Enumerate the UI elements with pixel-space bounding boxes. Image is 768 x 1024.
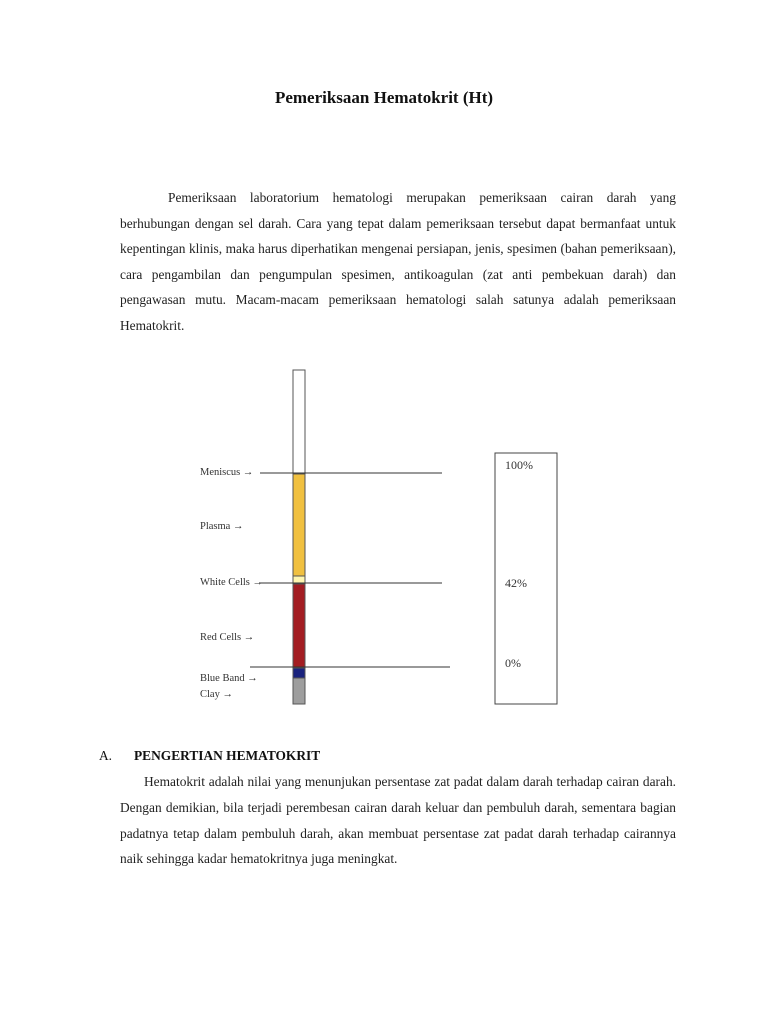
- section-a-paragraph: Hematokrit adalah nilai yang menunjukan persentase zat padat dalam darah terhadap cairan darah. Dengan demikian, bila terjadi perembesan cairan darah keluar dan pembuluh darah, sementara bagian padatnya tetap dalam pembuluh darah, akan membuat persentase zat padat darah terhadap cairannya naik sehingga kadar hematokritnya juga meningkat.: [120, 774, 676, 867]
- section-a-letter: A.: [99, 748, 113, 763]
- label-plasma: Plasma →: [200, 521, 244, 532]
- intro-paragraph: Pemeriksaan laboratorium hematologi merupakan pemeriksaan cairan darah yang berhubungan dengan sel darah. Cara yang tepat dalam pemeriksaan tersebut dapat bermanfaat untuk kepentingan klinis, maka harus diperhatikan mengenai persiapan, jenis, spesimen (bahan pemeriksaan), cara pengambilan dan pengumpulan spesimen, antikoagulan (zat anti pembekuan darah) dan pengawasan mutu. Macam-macam pemeriksaan hematologi salah satunya adalah pemeriksaan Hematokrit.: [120, 190, 676, 333]
- scale-label-0: 0%: [505, 656, 521, 670]
- section-a-heading: [99, 748, 320, 764]
- tube-empty-section: [293, 370, 305, 474]
- label-clay: Clay →: [200, 689, 233, 700]
- scale-label-42: 42%: [505, 576, 527, 590]
- blue-band-layer: [293, 668, 305, 678]
- section-a-title: PENGERTIAN HEMATOKRIT: [134, 748, 321, 763]
- plasma-layer: [293, 474, 305, 576]
- red-cells-layer: [293, 584, 305, 668]
- label-white-cells: White Cells →: [200, 577, 263, 588]
- label-meniscus: Meniscus →: [200, 467, 254, 478]
- page-title: Pemeriksaan Hematokrit (Ht): [274, 88, 494, 107]
- hematocrit-tube-figure: [190, 365, 570, 710]
- clay-layer: [293, 678, 305, 704]
- hematocrit-tube-diagram: [190, 365, 570, 710]
- label-blue-band: Blue Band →: [200, 673, 258, 684]
- scale-label-100: 100%: [505, 458, 533, 472]
- label-red-cells: Red Cells →: [200, 632, 255, 643]
